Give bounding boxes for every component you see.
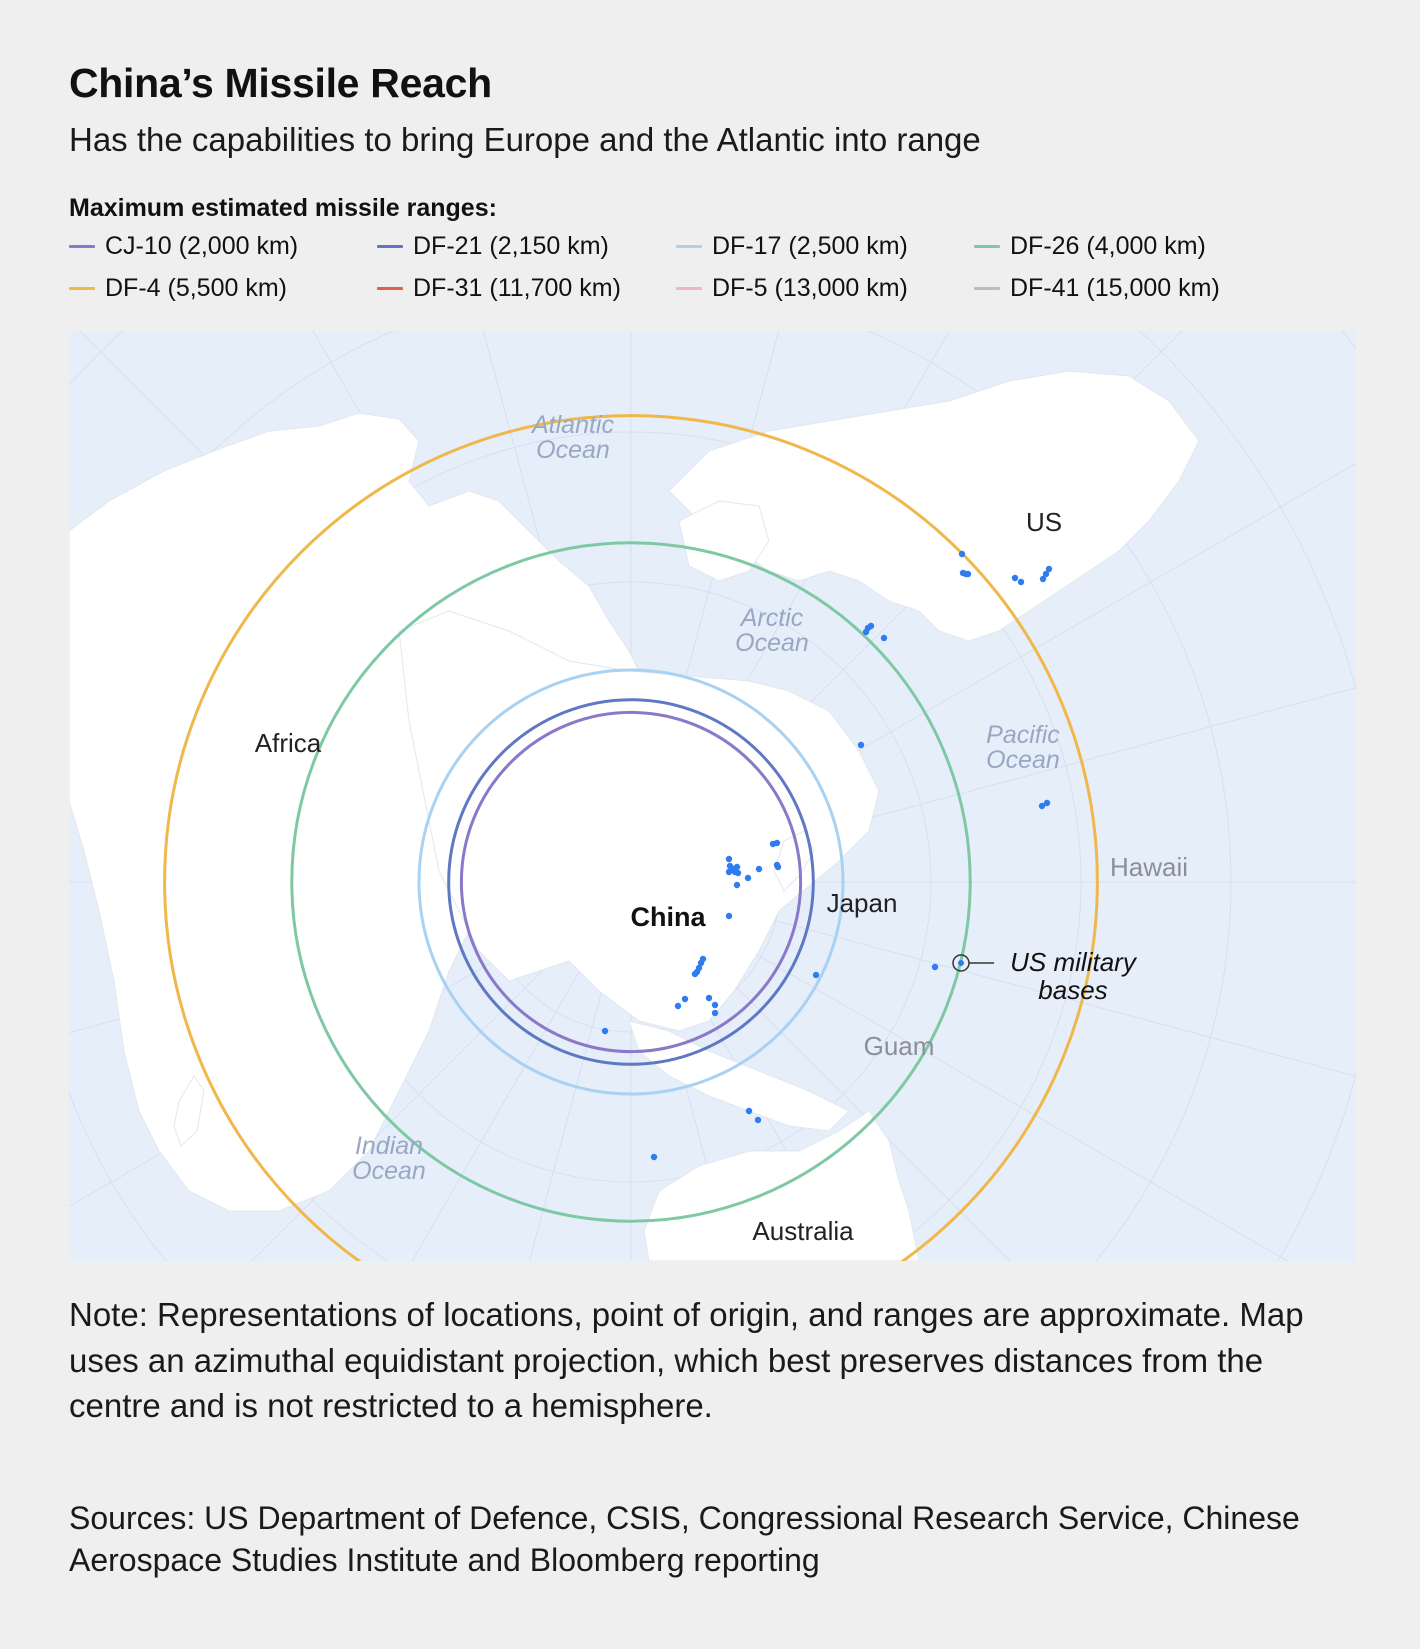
chart-sources: Sources: US Department of Defence, CSIS, Congressional Research Service, Chinese Aerospace Studies Institute and Bloomberg reporting xyxy=(69,1500,1300,1578)
us-base-dot xyxy=(726,856,732,862)
us-base-dot xyxy=(1046,566,1052,572)
label-guam: Guam xyxy=(863,1031,935,1061)
label-us-military-bases: US military bases xyxy=(1010,947,1136,1005)
legend-item-df41 xyxy=(974,274,1220,303)
us-base-dot xyxy=(602,1028,608,1034)
legend-swatch xyxy=(676,245,702,248)
legend-label: DF-21 (2,150 km) xyxy=(413,232,609,260)
label-us: US xyxy=(1025,507,1063,537)
us-base-dot xyxy=(863,629,869,635)
legend-label: DF-4 (5,500 km) xyxy=(105,274,287,302)
legend-item-df4 xyxy=(69,274,287,303)
us-base-dot xyxy=(881,635,887,641)
us-base-dot xyxy=(692,971,698,977)
us-base-dot xyxy=(813,972,819,978)
us-base-dot xyxy=(735,870,741,876)
us-base-dot xyxy=(774,862,780,868)
legend-swatch xyxy=(377,287,403,290)
label-arctic-ocean: Arctic Ocean xyxy=(735,604,809,657)
us-base-dot xyxy=(1012,575,1018,581)
label-pacific-ocean: Pacific Ocean xyxy=(986,721,1060,774)
us-base-dot xyxy=(959,551,965,557)
us-base-dot xyxy=(755,1117,761,1123)
bases-legend-dot xyxy=(958,960,964,966)
us-base-dot xyxy=(756,866,762,872)
legend-item-df31 xyxy=(377,274,621,303)
legend-swatch xyxy=(69,287,95,290)
us-base-dot xyxy=(651,1154,657,1160)
legend-label: DF-5 (13,000 km) xyxy=(712,274,908,302)
legend-label: CJ-10 (2,000 km) xyxy=(105,232,299,260)
map-svg xyxy=(69,331,1356,1261)
us-base-dot xyxy=(726,913,732,919)
legend xyxy=(69,232,1349,322)
us-base-dot xyxy=(682,996,688,1002)
us-base-dot xyxy=(932,964,938,970)
us-base-dot xyxy=(706,995,712,1001)
us-base-dot xyxy=(675,1003,681,1009)
map-panel xyxy=(69,331,1356,1261)
chart-subtitle: Has the capabilities to bring Europe and the Atlantic into range xyxy=(69,121,981,158)
us-base-dot xyxy=(965,571,971,577)
legend-swatch xyxy=(974,287,1000,290)
chart-title: China’s Missile Reach xyxy=(69,60,492,106)
legend-swatch xyxy=(676,287,702,290)
us-base-dot xyxy=(1018,579,1024,585)
chart-note: Note: Representations of locations, point of origin, and ranges are approximate. Map uses an azimuthal equidistant projection, which best preserves distances from the centre and is not restricted to a hemisphere. xyxy=(69,1296,1304,1424)
label-japan: Japan xyxy=(826,888,898,918)
legend-item-df21 xyxy=(377,232,609,261)
legend-label: DF-41 (15,000 km) xyxy=(1010,274,1220,302)
legend-item-df17 xyxy=(676,232,908,261)
legend-label: DF-17 (2,500 km) xyxy=(712,232,908,260)
label-australia: Australia xyxy=(752,1216,854,1246)
legend-item-cj10 xyxy=(69,232,298,261)
legend-label: DF-31 (11,700 km) xyxy=(413,274,621,302)
us-base-dot xyxy=(712,1010,718,1016)
label-africa: Africa xyxy=(254,728,322,758)
legend-swatch xyxy=(377,245,403,248)
legend-heading: Maximum estimated missile ranges: xyxy=(69,194,497,222)
legend-item-df5 xyxy=(676,274,908,303)
legend-swatch xyxy=(974,245,1000,248)
label-china: China xyxy=(630,902,706,932)
legend-swatch xyxy=(69,245,95,248)
label-atlantic-ocean: Atlantic Ocean xyxy=(532,411,614,464)
us-base-dot xyxy=(745,875,751,881)
us-base-dot xyxy=(734,882,740,888)
label-indian-ocean: Indian Ocean xyxy=(352,1132,426,1185)
us-base-dot xyxy=(858,742,864,748)
label-hawaii: Hawaii xyxy=(1109,852,1189,882)
us-base-dot xyxy=(868,623,874,629)
us-base-dot xyxy=(1044,800,1050,806)
legend-item-df26 xyxy=(974,232,1206,261)
us-base-dot xyxy=(746,1108,752,1114)
legend-label: DF-26 (4,000 km) xyxy=(1010,232,1206,260)
us-base-dot xyxy=(774,840,780,846)
us-base-dot xyxy=(712,1002,718,1008)
